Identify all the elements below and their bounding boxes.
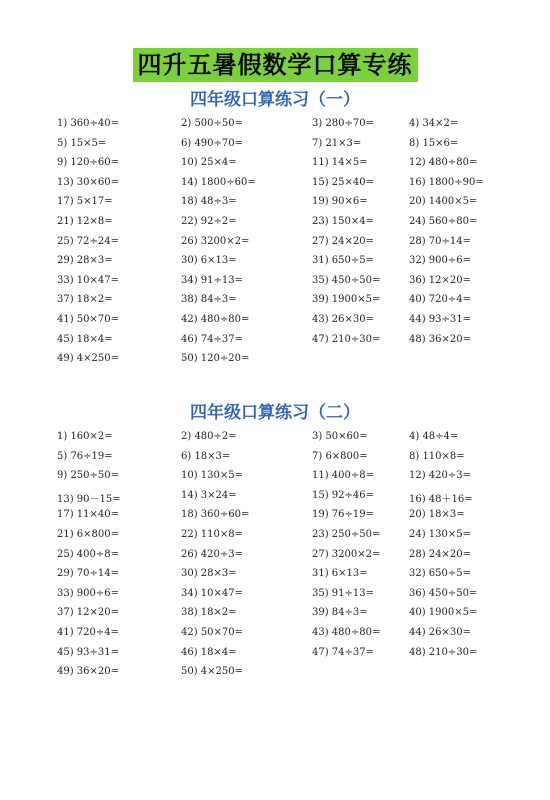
exercise-row (0, 314, 550, 330)
exercise-row (0, 353, 550, 369)
exercise-item: 36) 12×20= (409, 274, 472, 286)
exercise-item: 48) 36×20= (409, 333, 472, 345)
exercise-item: 19) 90×6= (312, 196, 368, 208)
exercise-item: 19) 76÷19= (312, 509, 375, 521)
exercise-item: 12) 420÷3= (409, 470, 472, 482)
exercise-row (0, 236, 550, 252)
exercise-item: 42) 480÷80= (181, 314, 250, 325)
exercise-item: 17) 11×40= (57, 509, 120, 521)
exercise-item: 41) 720÷4= (57, 627, 120, 638)
exercise-item: 44) 93÷31= (409, 314, 472, 325)
exercise-item: 38) 84÷3= (181, 294, 237, 306)
exercise-row (0, 588, 550, 604)
exercise-item: 22) 110×8= (181, 529, 244, 540)
exercise-row (0, 490, 550, 506)
exercise-item: 20) 1400×5= (409, 196, 478, 208)
exercise-item: 23) 250÷50= (312, 529, 381, 540)
exercise-item: 23) 150×4= (312, 216, 375, 227)
exercise-item: 2) 480÷2= (181, 431, 237, 442)
exercise-item: 5) 15×5= (57, 137, 107, 149)
exercise-row (0, 431, 550, 447)
exercise-item: 27) 3200×2= (312, 548, 381, 560)
exercise-item: 34) 91÷13= (181, 274, 244, 286)
exercise-item: 3) 50×60= (312, 431, 368, 442)
exercise-item: 24) 130×5= (409, 529, 472, 540)
exercise-item: 31) 6×13= (312, 568, 368, 580)
exercise-item: 39) 84÷3= (312, 607, 368, 619)
exercise-row (0, 568, 550, 584)
exercise-item: 7) 6×800= (312, 450, 368, 462)
exercise-item: 18) 360÷60= (181, 509, 250, 521)
exercise-row (0, 138, 550, 154)
exercise-item: 31) 650÷5= (312, 255, 375, 267)
exercise-item: 21) 6×800= (57, 529, 120, 540)
exercise-item: 16) 1800÷90= (409, 176, 484, 188)
exercise-item: 48) 210÷30= (409, 646, 478, 658)
exercise-item: 34) 10×47= (181, 587, 244, 599)
exercise-item: 17) 5×17= (57, 196, 113, 208)
exercise-item: 12) 480÷80= (409, 157, 478, 169)
exercise-item: 1) 360÷40= (57, 118, 120, 129)
exercise-item: 44) 26×30= (409, 627, 472, 638)
exercise-item: 41) 50×70= (57, 314, 120, 325)
exercise-item: 46) 74÷37= (181, 333, 244, 345)
exercise-item: 5) 76÷19= (57, 450, 113, 462)
exercise-item: 49) 36×20= (57, 666, 120, 678)
exercise-item: 49) 4×250= (57, 353, 120, 365)
exercise-item: 37) 12×20= (57, 607, 120, 619)
exercise-item: 26) 3200×2= (181, 235, 250, 247)
exercise-item: 35) 450÷50= (312, 274, 381, 286)
exercise-item: 47) 210÷30= (312, 333, 381, 345)
exercise-item: 47) 74÷37= (312, 646, 375, 658)
exercise-item: 9) 120÷60= (57, 157, 120, 169)
exercise-item: 35) 91÷13= (312, 587, 375, 599)
exercise-item: 4) 34×2= (409, 118, 459, 129)
exercise-row (0, 275, 550, 291)
exercise-item: 30) 6×13= (181, 255, 237, 267)
exercise-item: 14) 3×24= (181, 489, 237, 501)
exercise-item: 28) 24×20= (409, 548, 472, 560)
exercise-item: 9) 250÷50= (57, 470, 120, 482)
exercise-item: 45) 18×4= (57, 333, 113, 345)
exercise-item: 29) 70÷14= (57, 568, 120, 580)
exercise-item: 16) 48＋16= (409, 493, 473, 505)
exercise-item: 29) 28×3= (57, 255, 113, 267)
exercise-item: 25) 400÷8= (57, 548, 120, 560)
exercise-item: 18) 48÷3= (181, 196, 237, 208)
exercise-item: 13) 30×60= (57, 176, 120, 188)
exercise-item: 39) 1900×5= (312, 294, 381, 306)
exercise-item: 27) 24×20= (312, 235, 375, 247)
section-heading-2: 四年级口算练习（二） (190, 403, 360, 423)
exercise-item: 1) 160×2= (57, 431, 113, 442)
exercise-row (0, 647, 550, 663)
exercise-item: 46) 18×4= (181, 646, 237, 658)
exercise-row (0, 529, 550, 545)
exercise-item: 13) 90－15= (57, 493, 121, 505)
exercise-item: 45) 93÷31= (57, 646, 120, 658)
exercise-item: 24) 560÷80= (409, 216, 478, 227)
exercise-row (0, 451, 550, 467)
exercise-item: 38) 18×2= (181, 607, 237, 619)
exercise-item: 8) 110×8= (409, 450, 465, 462)
exercise-item: 36) 450÷50= (409, 587, 478, 599)
exercise-item: 15) 92÷46= (312, 489, 375, 501)
exercise-item: 33) 900÷6= (57, 587, 120, 599)
exercise-item: 43) 26×30= (312, 314, 375, 325)
exercise-item: 20) 18×3= (409, 509, 465, 521)
page-title: 四升五暑假数学口算专练 (133, 48, 418, 82)
exercise-row (0, 177, 550, 193)
exercise-row (0, 118, 550, 134)
exercise-item: 50) 4×250= (181, 666, 244, 678)
exercise-item: 6) 18×3= (181, 450, 231, 462)
exercise-item: 37) 18×2= (57, 294, 113, 306)
exercise-item: 7) 21×3= (312, 137, 362, 149)
exercise-item: 40) 1900×5= (409, 607, 478, 619)
exercise-item: 50) 120÷20= (181, 353, 250, 365)
exercise-row (0, 607, 550, 623)
exercise-item: 4) 48÷4= (409, 431, 459, 442)
exercise-item: 3) 280÷70= (312, 118, 375, 129)
exercise-row (0, 549, 550, 565)
exercise-item: 21) 12×8= (57, 216, 113, 227)
exercise-row (0, 470, 550, 486)
exercise-item: 11) 14×5= (312, 157, 368, 169)
exercise-item: 33) 10×47= (57, 274, 120, 286)
exercise-item: 10) 130×5= (181, 470, 244, 482)
title-block (0, 48, 550, 82)
exercise-row (0, 666, 550, 682)
exercise-item: 2) 500÷50= (181, 118, 244, 129)
exercise-item: 11) 400÷8= (312, 470, 375, 482)
exercise-item: 8) 15×6= (409, 137, 459, 149)
exercise-item: 15) 25×40= (312, 176, 375, 188)
exercise-row (0, 509, 550, 525)
exercise-item: 32) 650÷5= (409, 568, 472, 580)
exercise-item: 28) 70÷14= (409, 235, 472, 247)
exercise-item: 26) 420÷3= (181, 548, 244, 560)
exercise-row (0, 157, 550, 173)
exercise-item: 40) 720÷4= (409, 294, 472, 306)
exercise-row (0, 294, 550, 310)
exercise-item: 6) 490÷70= (181, 137, 244, 149)
section-heading-1: 四年级口算练习（一） (190, 90, 360, 110)
exercise-item: 10) 25×4= (181, 157, 237, 169)
exercise-row (0, 196, 550, 212)
exercise-item: 25) 72÷24= (57, 235, 120, 247)
exercise-item: 30) 28×3= (181, 568, 237, 580)
exercise-item: 14) 1800÷60= (181, 176, 256, 188)
exercise-item: 43) 480÷80= (312, 627, 381, 638)
exercise-row (0, 216, 550, 232)
exercise-row (0, 255, 550, 271)
exercise-row (0, 627, 550, 643)
exercise-item: 22) 92÷2= (181, 216, 237, 227)
exercise-row (0, 334, 550, 350)
exercise-item: 42) 50×70= (181, 627, 244, 638)
exercise-item: 32) 900÷6= (409, 255, 472, 267)
